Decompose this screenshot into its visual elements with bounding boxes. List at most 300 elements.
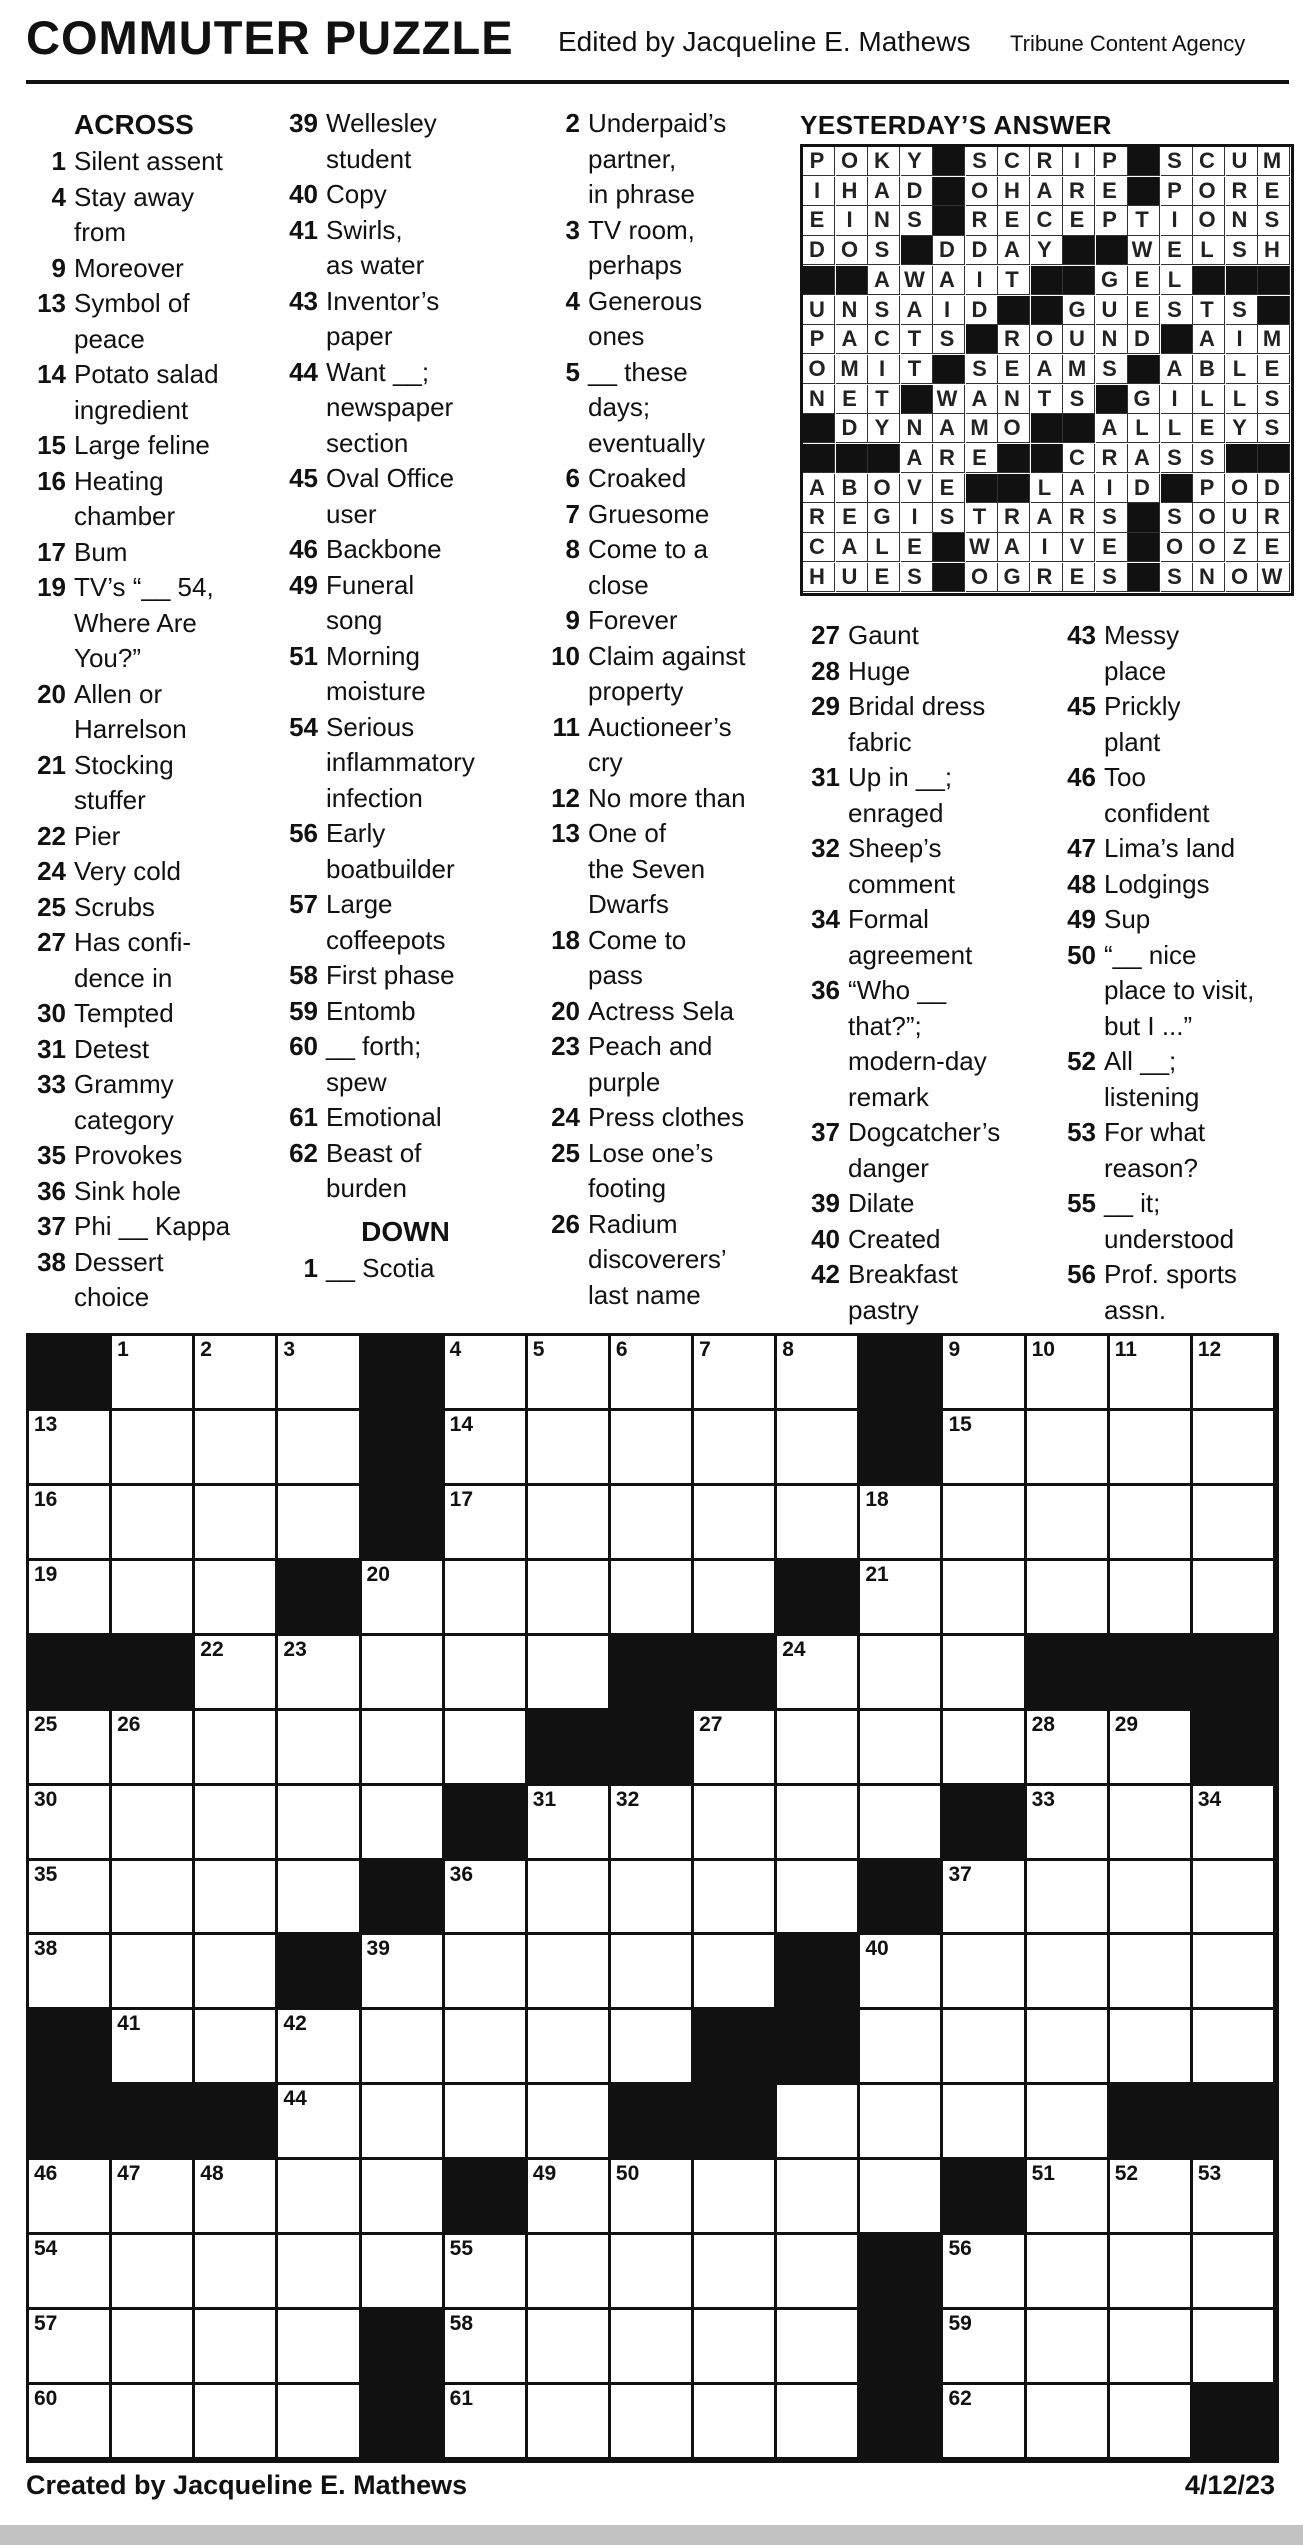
across-clue-20	[26, 677, 276, 748]
grid-cell[interactable]	[445, 2310, 525, 2382]
down-clue-text: “Who __	[848, 975, 947, 1005]
grid-cell[interactable]	[445, 1561, 525, 1633]
answer-letter: D	[901, 177, 933, 206]
down-clue-56	[1056, 1257, 1296, 1328]
down-clue-25	[540, 1136, 790, 1207]
grid-cell[interactable]	[528, 1561, 608, 1633]
grid-cell[interactable]	[1110, 2010, 1190, 2082]
grid-cell[interactable]	[694, 2235, 774, 2307]
grid-cell[interactable]	[528, 2310, 608, 2382]
answer-letter: U	[1096, 296, 1128, 325]
grid-cell[interactable]	[777, 2310, 857, 2382]
grid-cell[interactable]	[362, 1711, 442, 1783]
grid-cell[interactable]	[278, 1861, 358, 1933]
grid-cell[interactable]	[445, 1336, 525, 1408]
grid-cell[interactable]	[777, 2160, 857, 2232]
answer-block-cell	[1226, 266, 1258, 295]
answer-block-cell	[1031, 414, 1063, 443]
down-clue-12	[540, 781, 790, 817]
answer-letter: S	[1161, 147, 1193, 176]
grid-cell[interactable]	[1110, 1411, 1190, 1483]
down-clue-text: that?”;	[848, 1010, 922, 1041]
down-clue-number: 42	[811, 1259, 840, 1289]
answer-block-cell	[933, 563, 965, 592]
down-clue-number: 23	[551, 1031, 580, 1061]
cell-number: 31	[532, 1787, 557, 1811]
answer-letter: L	[1031, 474, 1063, 503]
grid-cell[interactable]	[528, 2010, 608, 2082]
answer-letter: V	[1063, 533, 1095, 562]
grid-cell[interactable]	[278, 1711, 358, 1783]
down-clue-40	[800, 1222, 1050, 1258]
grid-cell[interactable]	[528, 1861, 608, 1933]
grid-cell[interactable]	[528, 2385, 608, 2457]
down-clue-text: understood	[1104, 1223, 1235, 1254]
grid-cell[interactable]	[611, 2385, 691, 2457]
answer-letter: O	[868, 474, 900, 503]
grid-cell[interactable]	[694, 1336, 774, 1408]
across-clue-text: Silent assent	[74, 146, 223, 176]
grid-cell[interactable]	[528, 1935, 608, 2007]
grid-cell[interactable]	[29, 2385, 109, 2457]
across-clue-1	[26, 144, 276, 180]
cell-number: 24	[782, 1637, 806, 1661]
answer-block-cell	[1063, 266, 1095, 295]
grid-cell[interactable]	[112, 2310, 192, 2382]
across-clue-number: 21	[37, 749, 66, 780]
grid-cell[interactable]	[278, 2010, 358, 2082]
grid-cell[interactable]	[278, 2310, 358, 2382]
grid-cell[interactable]	[611, 1861, 691, 1933]
grid-cell[interactable]	[362, 1935, 442, 2007]
answer-letter: O	[1193, 206, 1225, 235]
across-clue-number: 56	[289, 818, 318, 848]
grid-cell[interactable]	[611, 2010, 691, 2082]
grid-cell[interactable]	[278, 1486, 358, 1558]
grid-cell[interactable]	[1193, 2160, 1273, 2232]
answer-letter: S	[1258, 206, 1290, 235]
grid-cell[interactable]	[29, 1411, 109, 1483]
grid-cell[interactable]	[1027, 1336, 1107, 1408]
down-clue-50	[1056, 938, 1296, 1045]
grid-cell[interactable]	[362, 2085, 442, 2157]
down-clue-text: Underpaid’s	[588, 108, 727, 138]
grid-cell[interactable]	[1193, 1561, 1273, 1633]
grid-cell[interactable]	[29, 1711, 109, 1783]
across-clue-text: Pier	[74, 820, 121, 851]
answer-letter: O	[998, 414, 1030, 443]
grid-cell[interactable]	[445, 1861, 525, 1933]
clue-column-4	[800, 618, 1050, 1328]
grid-cell[interactable]	[195, 1711, 275, 1783]
grid-cell[interactable]	[1027, 1711, 1107, 1783]
grid-cell[interactable]	[1110, 2385, 1190, 2457]
grid-cell[interactable]	[1027, 1861, 1107, 1933]
grid-cell[interactable]	[1110, 1336, 1190, 1408]
grid-cell[interactable]	[1027, 1786, 1107, 1858]
grid-cell[interactable]	[278, 2085, 358, 2157]
answer-letter: R	[998, 325, 1030, 354]
grid-cell[interactable]	[195, 2160, 275, 2232]
grid-cell[interactable]	[611, 1486, 691, 1558]
grid-cell[interactable]	[777, 1486, 857, 1558]
grid-cell[interactable]	[195, 1935, 275, 2007]
grid-cell[interactable]	[362, 1786, 442, 1858]
across-clue-46	[278, 532, 533, 568]
grid-cell[interactable]	[195, 1636, 275, 1708]
clue-column-5	[1056, 618, 1296, 1328]
across-clue-text: Harrelson	[74, 714, 187, 744]
grid-cell[interactable]	[777, 1786, 857, 1858]
grid-cell[interactable]	[777, 1336, 857, 1408]
grid-cell[interactable]	[1110, 1786, 1190, 1858]
grid-cell[interactable]	[278, 1336, 358, 1408]
grid-cell[interactable]	[943, 2235, 1023, 2307]
grid-cell[interactable]	[1110, 2160, 1190, 2232]
grid-cell[interactable]	[694, 1786, 774, 1858]
grid-cell[interactable]	[278, 1636, 358, 1708]
grid-cell[interactable]	[1110, 1711, 1190, 1783]
grid-cell[interactable]	[611, 1336, 691, 1408]
grid-cell[interactable]	[445, 1411, 525, 1483]
grid-cell[interactable]	[112, 1561, 192, 1633]
down-clue-text: agreement	[848, 939, 973, 970]
grid-cell[interactable]	[112, 1336, 192, 1408]
grid-cell[interactable]	[195, 1486, 275, 1558]
cell-number: 56	[948, 2237, 972, 2261]
grid-cell[interactable]	[528, 2085, 608, 2157]
grid-cell[interactable]	[777, 1861, 857, 1933]
grid-cell[interactable]	[445, 2385, 525, 2457]
grid-cell[interactable]	[1193, 2235, 1273, 2307]
header-divider	[26, 80, 1289, 84]
grid-cell[interactable]	[112, 2160, 192, 2232]
grid-cell[interactable]	[112, 1861, 192, 1933]
answer-letter: N	[998, 385, 1030, 414]
grid-cell[interactable]	[1110, 2310, 1190, 2382]
grid-cell[interactable]	[860, 1711, 940, 1783]
grid-cell[interactable]	[694, 1486, 774, 1558]
grid-cell[interactable]	[29, 1486, 109, 1558]
grid-cell[interactable]	[611, 2160, 691, 2232]
grid-cell[interactable]	[694, 2310, 774, 2382]
down-clue-text: Prickly	[1104, 691, 1181, 721]
grid-cell[interactable]	[29, 1561, 109, 1633]
grid-cell[interactable]	[528, 2160, 608, 2232]
grid-cell[interactable]	[29, 2235, 109, 2307]
grid-cell[interactable]	[694, 1561, 774, 1633]
grid-cell[interactable]	[943, 1636, 1023, 1708]
grid-cell[interactable]	[1027, 1561, 1107, 1633]
grid-cell[interactable]	[29, 2310, 109, 2382]
grid-cell[interactable]	[694, 1861, 774, 1933]
answer-letter: Y	[901, 147, 933, 176]
grid-cell[interactable]	[694, 2160, 774, 2232]
grid-cell[interactable]	[777, 1636, 857, 1708]
grid-cell[interactable]	[528, 1411, 608, 1483]
grid-cell[interactable]	[1027, 2010, 1107, 2082]
grid-cell[interactable]	[1027, 1935, 1107, 2007]
grid-cell[interactable]	[195, 2235, 275, 2307]
black-square	[860, 2235, 940, 2307]
grid-cell[interactable]	[195, 1861, 275, 1933]
grid-cell[interactable]	[445, 2010, 525, 2082]
grid-cell[interactable]	[1027, 2310, 1107, 2382]
grid-cell[interactable]	[943, 1861, 1023, 1933]
grid-cell[interactable]	[195, 2385, 275, 2457]
across-clue-text: __ forth;	[326, 1031, 422, 1061]
cell-number: 1	[117, 1338, 129, 1361]
answer-letter: S	[1226, 296, 1258, 325]
grid-cell[interactable]	[860, 1486, 940, 1558]
across-clue-text: inflammatory	[326, 747, 475, 777]
grid-cell[interactable]	[777, 2085, 857, 2157]
grid-cell[interactable]	[860, 1786, 940, 1858]
grid-cell[interactable]	[943, 2010, 1023, 2082]
grid-cell[interactable]	[1027, 2160, 1107, 2232]
cell-number: 11	[1114, 1338, 1137, 1361]
grid-cell[interactable]	[777, 1711, 857, 1783]
grid-cell[interactable]	[860, 1935, 940, 2007]
grid-cell[interactable]	[943, 1935, 1023, 2007]
grid-cell[interactable]	[195, 2010, 275, 2082]
grid-cell[interactable]	[195, 1786, 275, 1858]
down-clue-number: 9	[565, 605, 580, 635]
answer-letter: L	[1161, 266, 1193, 295]
grid-cell[interactable]	[528, 2235, 608, 2307]
across-clue-text: Heating	[74, 465, 164, 496]
grid-cell[interactable]	[112, 1486, 192, 1558]
grid-cell[interactable]	[362, 1561, 442, 1633]
down-clue-number: 34	[811, 904, 840, 934]
grid-cell[interactable]	[112, 1411, 192, 1483]
grid-cell[interactable]	[445, 1711, 525, 1783]
grid-cell[interactable]	[611, 1561, 691, 1633]
down-clue-number: 56	[1067, 1259, 1096, 1289]
answer-letter: W	[901, 266, 933, 295]
down-clue-text: Come to	[588, 924, 687, 955]
grid-cell[interactable]	[860, 2160, 940, 2232]
grid-cell[interactable]	[112, 1786, 192, 1858]
grid-cell[interactable]	[1027, 2385, 1107, 2457]
grid-cell[interactable]	[611, 2310, 691, 2382]
grid-cell[interactable]	[943, 1561, 1023, 1633]
cell-number: 22	[200, 1637, 224, 1661]
black-square	[362, 2310, 442, 2382]
cell-number: 30	[34, 1787, 58, 1811]
answer-block-cell	[1258, 296, 1290, 325]
answer-letter: A	[1193, 325, 1225, 354]
answer-letter: S	[1258, 414, 1290, 443]
grid-cell[interactable]	[445, 2085, 525, 2157]
down-clue-text: Actress Sela	[588, 995, 734, 1026]
cell-number: 39	[366, 1937, 390, 1961]
down-clue-text: Dilate	[848, 1188, 915, 1218]
grid-cell[interactable]	[1027, 1411, 1107, 1483]
answer-letter: Z	[1226, 533, 1258, 562]
grid-cell[interactable]	[777, 2235, 857, 2307]
grid-cell[interactable]	[1110, 1561, 1190, 1633]
grid-cell[interactable]	[362, 2010, 442, 2082]
grid-cell[interactable]	[694, 2385, 774, 2457]
grid-cell[interactable]	[195, 1336, 275, 1408]
grid-cell[interactable]	[943, 1336, 1023, 1408]
grid-cell[interactable]	[694, 1935, 774, 2007]
grid-cell[interactable]	[1110, 1486, 1190, 1558]
grid-cell[interactable]	[694, 1411, 774, 1483]
grid-cell[interactable]	[362, 2160, 442, 2232]
grid-cell[interactable]	[1193, 2010, 1273, 2082]
puzzle-date: 4/12/23	[1184, 2470, 1275, 2500]
grid-cell[interactable]	[943, 2310, 1023, 2382]
answer-letter: H	[998, 177, 1030, 206]
grid-cell[interactable]	[112, 1935, 192, 2007]
down-clue-text: pass	[588, 960, 643, 990]
across-clue-text: ingredient	[74, 394, 189, 425]
down-clue-text: Press clothes	[588, 1102, 745, 1132]
down-clue-24	[540, 1100, 790, 1136]
answer-block-cell	[1193, 266, 1225, 295]
answer-block-cell	[868, 444, 900, 473]
answer-letter: C	[1193, 147, 1225, 176]
down-clue-text: modern-day	[848, 1046, 987, 1076]
down-clue-text: fabric	[848, 726, 912, 757]
grid-cell[interactable]	[943, 2385, 1023, 2457]
across-clue-number: 41	[289, 214, 318, 245]
across-clue-text: Emotional	[326, 1102, 442, 1132]
answer-letter: C	[998, 147, 1030, 176]
down-clue-text: Prof. sports	[1104, 1259, 1237, 1289]
grid-cell[interactable]	[528, 1336, 608, 1408]
grid-cell[interactable]	[29, 1786, 109, 1858]
grid-cell[interactable]	[1110, 1935, 1190, 2007]
yesterday-answer-title: YESTERDAY’S ANSWER	[800, 110, 1112, 140]
answer-letter: I	[1161, 385, 1193, 414]
grid-cell[interactable]	[112, 2385, 192, 2457]
grid-cell[interactable]	[278, 2385, 358, 2457]
grid-cell[interactable]	[1193, 1336, 1273, 1408]
grid-cell[interactable]	[112, 2235, 192, 2307]
grid-cell[interactable]	[445, 1486, 525, 1558]
black-square	[777, 1935, 857, 2007]
grid-cell[interactable]	[611, 2235, 691, 2307]
answer-letter: P	[1096, 147, 1128, 176]
answer-letter: S	[1063, 385, 1095, 414]
grid-cell[interactable]	[29, 2160, 109, 2232]
down-clue-number: 52	[1067, 1046, 1096, 1076]
down-clue-number: 39	[811, 1188, 840, 1218]
down-clue-text: remark	[848, 1081, 929, 1112]
grid-cell[interactable]	[528, 1786, 608, 1858]
down-clue-text: reason?	[1104, 1152, 1198, 1183]
cell-number: 51	[1031, 2162, 1055, 2186]
grid-cell[interactable]	[611, 1786, 691, 1858]
across-clue-4	[26, 180, 276, 251]
across-clue-number: 62	[289, 1137, 318, 1168]
grid-cell[interactable]	[195, 2310, 275, 2382]
grid-cell[interactable]	[445, 2235, 525, 2307]
grid-cell[interactable]	[777, 2385, 857, 2457]
down-clue-text: “__ nice	[1104, 939, 1197, 970]
grid-cell[interactable]	[611, 1935, 691, 2007]
grid-cell[interactable]	[528, 1486, 608, 1558]
black-square	[29, 2085, 109, 2157]
across-clue-44	[278, 355, 533, 462]
grid-cell[interactable]	[278, 1411, 358, 1483]
cell-number: 9	[948, 1338, 961, 1361]
grid-cell[interactable]	[362, 2235, 442, 2307]
grid-cell[interactable]	[1110, 1861, 1190, 1933]
grid-cell[interactable]	[1193, 1486, 1273, 1558]
answer-letter: V	[901, 474, 933, 503]
grid-cell[interactable]	[1193, 1935, 1273, 2007]
across-clue-text: Very cold	[74, 856, 181, 886]
grid-cell[interactable]	[112, 1711, 192, 1783]
grid-cell[interactable]	[278, 2235, 358, 2307]
answer-letter: E	[836, 385, 868, 414]
grid-cell[interactable]	[29, 1861, 109, 1933]
down-clue-39	[800, 1186, 1050, 1222]
grid-cell[interactable]	[1110, 2235, 1190, 2307]
grid-cell[interactable]	[278, 2160, 358, 2232]
answer-letter: K	[868, 147, 900, 176]
answer-block-cell	[998, 296, 1030, 325]
grid-cell[interactable]	[943, 1711, 1023, 1783]
grid-cell[interactable]	[943, 1411, 1023, 1483]
grid-cell[interactable]	[860, 1561, 940, 1633]
down-clue-text: Auctioneer’s	[588, 711, 732, 742]
grid-cell[interactable]	[528, 1636, 608, 1708]
grid-cell[interactable]	[943, 2085, 1023, 2157]
across-clue-24	[26, 854, 276, 890]
across-clue-58	[278, 958, 533, 994]
across-clue-17	[26, 535, 276, 571]
down-clue-5	[540, 355, 790, 462]
grid-cell[interactable]	[943, 1486, 1023, 1558]
answer-block-cell	[1096, 236, 1128, 265]
across-clue-21	[26, 748, 276, 819]
grid-cell[interactable]	[112, 2010, 192, 2082]
across-clue-text: Grammy	[74, 1069, 174, 1099]
grid-cell[interactable]	[362, 1636, 442, 1708]
cell-number: 12	[1197, 1338, 1222, 1361]
grid-cell[interactable]	[1027, 2235, 1107, 2307]
grid-cell[interactable]	[445, 1636, 525, 1708]
grid-cell[interactable]	[860, 2085, 940, 2157]
grid-cell[interactable]	[195, 1561, 275, 1633]
grid-cell[interactable]	[1193, 1786, 1273, 1858]
grid-cell[interactable]	[1193, 1861, 1273, 1933]
grid-cell[interactable]	[1027, 2085, 1107, 2157]
grid-cell[interactable]	[694, 1711, 774, 1783]
grid-cell[interactable]	[860, 1636, 940, 1708]
cell-number: 3	[283, 1338, 296, 1361]
grid-cell[interactable]	[29, 1935, 109, 2007]
answer-letter: T	[1193, 296, 1225, 325]
grid-cell[interactable]	[1193, 2310, 1273, 2382]
grid-cell[interactable]	[860, 2010, 940, 2082]
grid-cell[interactable]	[195, 1411, 275, 1483]
grid-cell[interactable]	[611, 1411, 691, 1483]
across-clue-text: peace	[74, 323, 145, 354]
grid-cell[interactable]	[278, 1786, 358, 1858]
grid-cell[interactable]	[1193, 1411, 1273, 1483]
answer-letter: O	[1193, 533, 1225, 562]
grid-cell[interactable]	[445, 1935, 525, 2007]
grid-cell[interactable]	[1027, 1486, 1107, 1558]
across-clue-61	[278, 1100, 533, 1136]
grid-cell[interactable]	[777, 1411, 857, 1483]
